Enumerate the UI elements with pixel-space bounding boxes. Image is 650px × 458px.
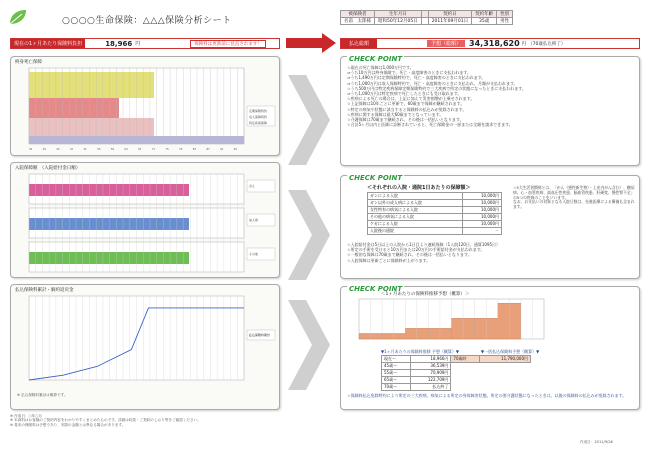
policy-info-table: 被保険者 生年月日 契約日 契約年齢 性別 名前 太郎様 昭和50年12月05日 2011年09月01日 35歳 男性: [340, 10, 513, 25]
payment-unit: 円: [521, 41, 527, 47]
legend-other: その他: [249, 252, 259, 256]
checkpoint-line: ⇒うち10万円は終身保険で、死亡・高度障害のときに支払われます。: [347, 70, 472, 76]
side-note: なお、お支払いの対象となる入院日数は、先進医療による療養も含まれます。: [513, 199, 635, 210]
table-row: ガン以外の成人病による入院 10,000円: [368, 200, 502, 207]
chart2-title: ＜1ヶ月あたりの保険料推移予想（概算）＞: [381, 292, 470, 297]
payment-sub: （70歳払込終了）: [528, 41, 566, 47]
legend-adult: 成人病: [249, 218, 259, 222]
checkpoint-line: ☆上記保障は10年ごとに更新で、60歳まで保障が継続されます。: [347, 101, 465, 107]
tick-label: 63: [124, 148, 128, 151]
benefits-title: ＜それぞれの入院・通院1日あたりの保障額＞: [367, 185, 471, 191]
tick-label: 79: [179, 148, 183, 151]
cumulative-panel: 払込保険料累計・解約返戻金 払込保険料累計 ※ 払込保険料累計は概算です。: [10, 284, 280, 410]
note-line: ☆入院保障は更新ごとに保険料が上がります。: [347, 257, 431, 263]
legend-cancer: がん: [249, 184, 256, 188]
table-row: 45歳〜 36,539円: [382, 363, 531, 370]
bar-adult: [29, 218, 189, 230]
tick-label: 43: [56, 148, 60, 151]
checkpoint-line: ☆合計5ヶ月以内と医師に診断されていると、死亡保険金の一部または全額を請求できます。: [347, 122, 513, 128]
footer-line: ※ 作成日：○年○月: [10, 414, 42, 418]
legend-3: 特定疾病保障: [249, 121, 268, 125]
checkpoint-line: ☆疾病に関する保障は最大60歳までとなっています。: [347, 111, 444, 117]
premium-table: [381, 355, 531, 391]
tick-label: 59: [110, 148, 115, 151]
table-row: 入院後の通院 －: [368, 228, 502, 235]
monthly-premium-bar: [10, 38, 280, 49]
side-note: ☆5大生活習慣病とは、「がん（悪性新生物）・上皮内がん含む）、糖尿病、心・血管疾病、高血圧性疾患、脳血管疾患、肝硬変、慢性腎不全」の5つの疾病のことをいいます。: [513, 185, 635, 200]
checkpoint-line: ⇒うち1,000万円は収入保障特約で、死亡・高度障害のときに支払われ、月額が支払われます。: [347, 80, 518, 86]
tick-label: 55: [97, 148, 101, 151]
payment-predict: 予想（総額）: [427, 40, 465, 47]
cumulative-chart: [15, 294, 277, 390]
checkpoint-3: CHECK POINT ＜1ヶ月あたりの保険料推移予想（概算）＞ ▼1ヶ月あたりの保険料推移 予想（概算）▼ ▼一括払込保険料予想（概算）▼ 現在〜 18,966円 70歳時 11,790,000円 45歳〜 36,539円 55歳〜 70,909円 65歳〜 122,709円 70歳〜 払込終了 ☆保険料払込免除特約により所定の三大疾病、病気による所定の身体障害状態、所定の要介護状態になったときは、以後の保険料の払込みが免除されます。: [340, 286, 640, 410]
payment-total-bar: [340, 38, 640, 49]
note-line: ☆一般的な保障は70歳まで継続され、その後は一括払いとなります。: [347, 252, 472, 258]
checkpoint-1: CHECK POINT ☆現在の死亡保障は1,000万円です。 ⇒うち10万円は終身保険で、死亡・高度障害のときに支払われます。 ⇒うち1,490万円は定期保険特約で、死亡・高度障害のときに支払われます。 ⇒うち1,000万円は収入保障特約で、死亡・高度障害のときに支払われ、月額が支払われます。 ☆うち500万円は特定疾病保障定期保険特約で三大疾病で所定の状態になったときに支払われます。 ⇒うち1,000万円は特定疾病で死亡したときにも受け取れます。 ☆疾病による死亡の場合は，上記に加えて災害割増が上乗せされます。 ☆上記保障は10年ごとに更新で、60歳まで保障が継続されます。 ☆特定の病気や状態に該当すると保険料の払込みが免除されます。 ☆疾病に関する保障は最大60歳までとなっています。 ☆介護保障は70歳まで継続され、その後は一括払いとなります。 ☆合計5ヶ月以内と医師に診断されていると、死亡保険金の一部または全額を請求できます。: [340, 56, 640, 166]
checkpoint-2-side: [513, 186, 635, 210]
legend-2: 収入保障特約: [249, 115, 268, 119]
total-header: ▼一括払込保険料予想（概算）▼: [481, 349, 540, 354]
bar-teiki: [29, 72, 154, 98]
bar-cancer: [29, 184, 189, 196]
bar-tokutei: [29, 118, 154, 136]
hospital-coverage-chart: [15, 172, 277, 276]
tick-label: 47: [69, 148, 74, 151]
arrow-right-icon: [286, 33, 336, 53]
chevron-right-icon: [288, 190, 330, 280]
checkpoint-2-notes: [347, 242, 635, 263]
payment-label: 払込総額: [341, 39, 377, 48]
table-row: ガンによる入院 10,000円: [368, 193, 502, 200]
checkpoint-line: ☆うち500万円は特定疾病保障定期保険特約で三大疾病で所定の状態になったときに支払われます。: [347, 85, 526, 91]
legend-cum: 払込保険料累計: [249, 333, 271, 337]
table-row: ケガによる入院 10,000円: [368, 221, 502, 228]
note-line: ☆入院給付金は5日以上の入院から1日目より連続保障（1入院120日、通算1095日）: [347, 242, 501, 247]
panel3-note: ※ 払込保険料累計は概算です。: [17, 393, 68, 397]
death-coverage-panel: 終身死亡保障 定期保険特約 収入保障特約 特定疾病保障 35 39 43 47 51 55 59 63 67 71 75 79 83 87 91 95: [10, 56, 280, 156]
checkpoint-line: ☆疾病による死亡の場合は，上記に加えて災害割増が上乗せされます。: [347, 96, 475, 102]
footer-line: ※ 本資料はお客様のご契約内容をわかりやすくまとめたものです。詳細は約款・ご契約のしおり等をご確認ください。: [10, 418, 201, 423]
legend-1: 定期保険特約: [249, 109, 268, 113]
footer-date: 作成日：2011/9/26: [580, 440, 613, 444]
monthly-note: 保険料は更新前に見直されます！: [190, 40, 266, 48]
footer-notes: [10, 414, 510, 427]
checkpoint-1-text: [347, 65, 635, 127]
tick-label: 95: [233, 148, 237, 151]
checkpoint-line: ⇒うち1,000万円は特定疾病で死亡したときにも受け取れます。: [347, 91, 462, 97]
footer-line: ※ 将来の保険料は予想であり、実際の金額とは異なる場合があります。: [10, 422, 126, 427]
checkpoint-line: ☆介護保障は70歳まで継続され、その後は一括払いとなります。: [347, 117, 464, 123]
tick-label: 83: [192, 148, 196, 151]
tick-label: 67: [138, 148, 142, 151]
leaf-logo: [8, 8, 28, 26]
chevron-right-icon: [288, 75, 330, 165]
bar-other: [29, 252, 189, 264]
premium-chart: [347, 297, 547, 347]
page-title: ○○○○生命保険：△△△保険分析シート: [62, 16, 232, 26]
tick-label: 51: [83, 148, 87, 151]
chevron-right-icon: [288, 300, 330, 390]
monthly-label: 現在の1ヶ月あたり保険料負担: [11, 39, 85, 48]
checkpoint-line: ☆特定の病気や状態に該当すると保険料の払込みが免除されます。: [347, 106, 467, 112]
checkpoint-2: CHECK POINT ＜それぞれの入院・通院1日あたりの保障額＞ ガンによる入院 10,000円 ガン以外の成人病による入院 10,000円 女性特有の病気による入院 10,000円 その他の病気による入院 10,000円 ケガによる入院 10,000円 入院後の通院 － ☆5大生活習慣病とは、「がん（悪性新生物）・上皮内がん含む）、糖尿病、心・血管疾病、高血圧性疾患、脳血管疾患、肝硬変、慢性腎不全」の5つの疾病のことをいいます。 なお、お支払いの対象となる入院日数は、先進医療による療養も含まれます。 ☆入院給付金は5日以上の入院から1日目より連続保障（1入院120日、通算1095日） ☆所定の手術を受けると10万円または20万円の手術給付金が支払われます。 ☆一般的な保障は70歳まで継続され、その後は一括払いとなります。 ☆入院保障は更新ごとに保険料が上がります。: [340, 175, 640, 279]
tick-label: 35: [29, 148, 33, 151]
payment-amount: 34,318,620: [469, 39, 520, 48]
tick-label: 75: [165, 148, 169, 151]
table-row: その他の病気による入院 10,000円: [368, 214, 502, 221]
hospital-coverage-panel: 入院保障額 （入院給付金日額） がん 成人病 その他: [10, 162, 280, 278]
monthly-unit: 円: [135, 41, 141, 47]
premium-header: ▼1ヶ月あたりの保険料推移 予想（概算）▼: [381, 349, 459, 354]
note-line: ☆所定の手術を受けると10万円または20万円の手術給付金が支払われます。: [347, 247, 485, 253]
table-row: 現在〜 18,966円 70歳時 11,790,000円: [382, 356, 531, 363]
tick-label: 71: [151, 148, 156, 151]
tick-label: 39: [42, 148, 46, 151]
checkpoint-3-text: ☆保険料払込免除特約により所定の三大疾病、病気による所定の身体障害状態、所定の要介護状態になったときは、以後の保険料の払込みが免除されます。: [347, 393, 627, 398]
checkpoint-line: ☆現在の死亡保障は1,000万円です。: [347, 65, 414, 70]
death-coverage-chart: [15, 66, 277, 154]
benefits-table: [367, 192, 502, 235]
checkpoint-line: ⇒うち1,490万円は定期保険特約で、死亡・高度障害のときに支払われます。: [347, 75, 486, 81]
table-row: 65歳〜 122,709円: [382, 377, 531, 384]
tick-label: 91: [220, 148, 224, 151]
table-row: 70歳〜 払込終了: [382, 384, 531, 391]
tick-label: 87: [206, 148, 210, 151]
table-row: 55歳〜 70,909円: [382, 370, 531, 377]
table-row: 女性特有の病気による入院 10,000円: [368, 207, 502, 214]
monthly-amount: 18,966: [105, 39, 133, 48]
